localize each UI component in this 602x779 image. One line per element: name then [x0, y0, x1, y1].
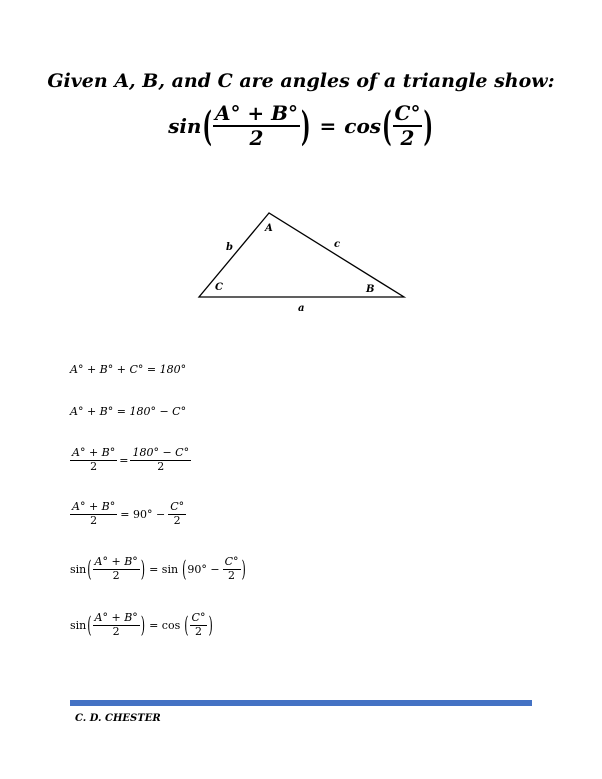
main-lhs-numerator: A° + B° — [214, 101, 299, 125]
step-6-mid: = cos — [149, 618, 181, 632]
step-4-lhs-denominator: 2 — [90, 513, 98, 527]
step-5-fn: sin — [70, 562, 87, 576]
vertex-b-label: B — [366, 284, 375, 295]
footer-author: C. D. CHESTER — [75, 713, 161, 724]
step-5-rhs-numerator: C° — [224, 555, 239, 568]
step-3-rhs-denominator: 2 — [157, 459, 165, 473]
step-3-rhs-numerator: 180° − C° — [132, 446, 190, 459]
step-4-rhs-numerator: C° — [170, 500, 185, 513]
main-lhs-denominator: 2 — [249, 126, 264, 150]
side-a-label: a — [298, 303, 305, 314]
main-rhs-numerator: C° — [394, 101, 421, 125]
step-4-rhs-prefix: = 90° − — [120, 507, 166, 521]
main-rhs-denominator: 2 — [400, 126, 415, 150]
vertex-a-label: A — [265, 223, 273, 234]
side-b-label: b — [226, 242, 233, 253]
step-5-inner: 90° − — [187, 562, 220, 576]
step-6-lhs-numerator: A° + B° — [94, 611, 138, 624]
step-3-lhs-denominator: 2 — [90, 459, 98, 473]
main-rhs-fn: cos — [344, 114, 382, 138]
step-5-lhs-numerator: A° + B° — [94, 555, 138, 568]
step-3: $\frac{A^\circ + B^\circ}{2}$ = $\frac{180^\circ - C^\circ}{2}$ — [72, 446, 190, 473]
step-5: sin ( $\frac{A^\circ + B^\circ}{2}$ ) = sin ( 90° − $\frac{C^\circ}{2}$ ) — [70, 555, 246, 583]
step-3-lhs-numerator: A° + B° — [72, 446, 116, 459]
step-6-rhs-denominator: 2 — [195, 624, 202, 638]
step-6-lhs-denominator: 2 — [112, 624, 120, 638]
step-6-fn: sin — [70, 618, 87, 632]
step-4-rhs-denominator: 2 — [173, 513, 181, 527]
step-6-rhs-numerator: C° — [191, 611, 206, 624]
footer-bar — [70, 700, 532, 706]
step-5-rhs-denominator: 2 — [228, 568, 236, 582]
step-2: A° + B° = 180° − C° — [70, 405, 187, 418]
step-4 — [70, 501, 186, 527]
main-equation: sin ( $\frac{A^\circ + B^\circ}{2}$ ) = cos ( $\frac{C^\circ}{2}$ ) — [168, 101, 433, 150]
step-1: A° + B° + C° = 180° — [70, 363, 187, 376]
step-6: sin ( $\frac{A^\circ + B^\circ}{2}$ ) = cos ( $\frac{C^\circ}{2}$ ) — [70, 611, 213, 639]
side-c-label: c — [334, 239, 341, 250]
page-title: Given A, B, and C are angles of a triangle show: — [47, 70, 555, 92]
step-5-mid: = sin — [149, 562, 179, 576]
step-5-lhs-denominator: 2 — [112, 568, 120, 582]
main-lhs-fn: sin — [168, 114, 202, 138]
vertex-c-label: C — [215, 282, 223, 293]
main-equals: = — [319, 114, 337, 138]
step-4-lhs-numerator: A° + B° — [72, 500, 116, 513]
